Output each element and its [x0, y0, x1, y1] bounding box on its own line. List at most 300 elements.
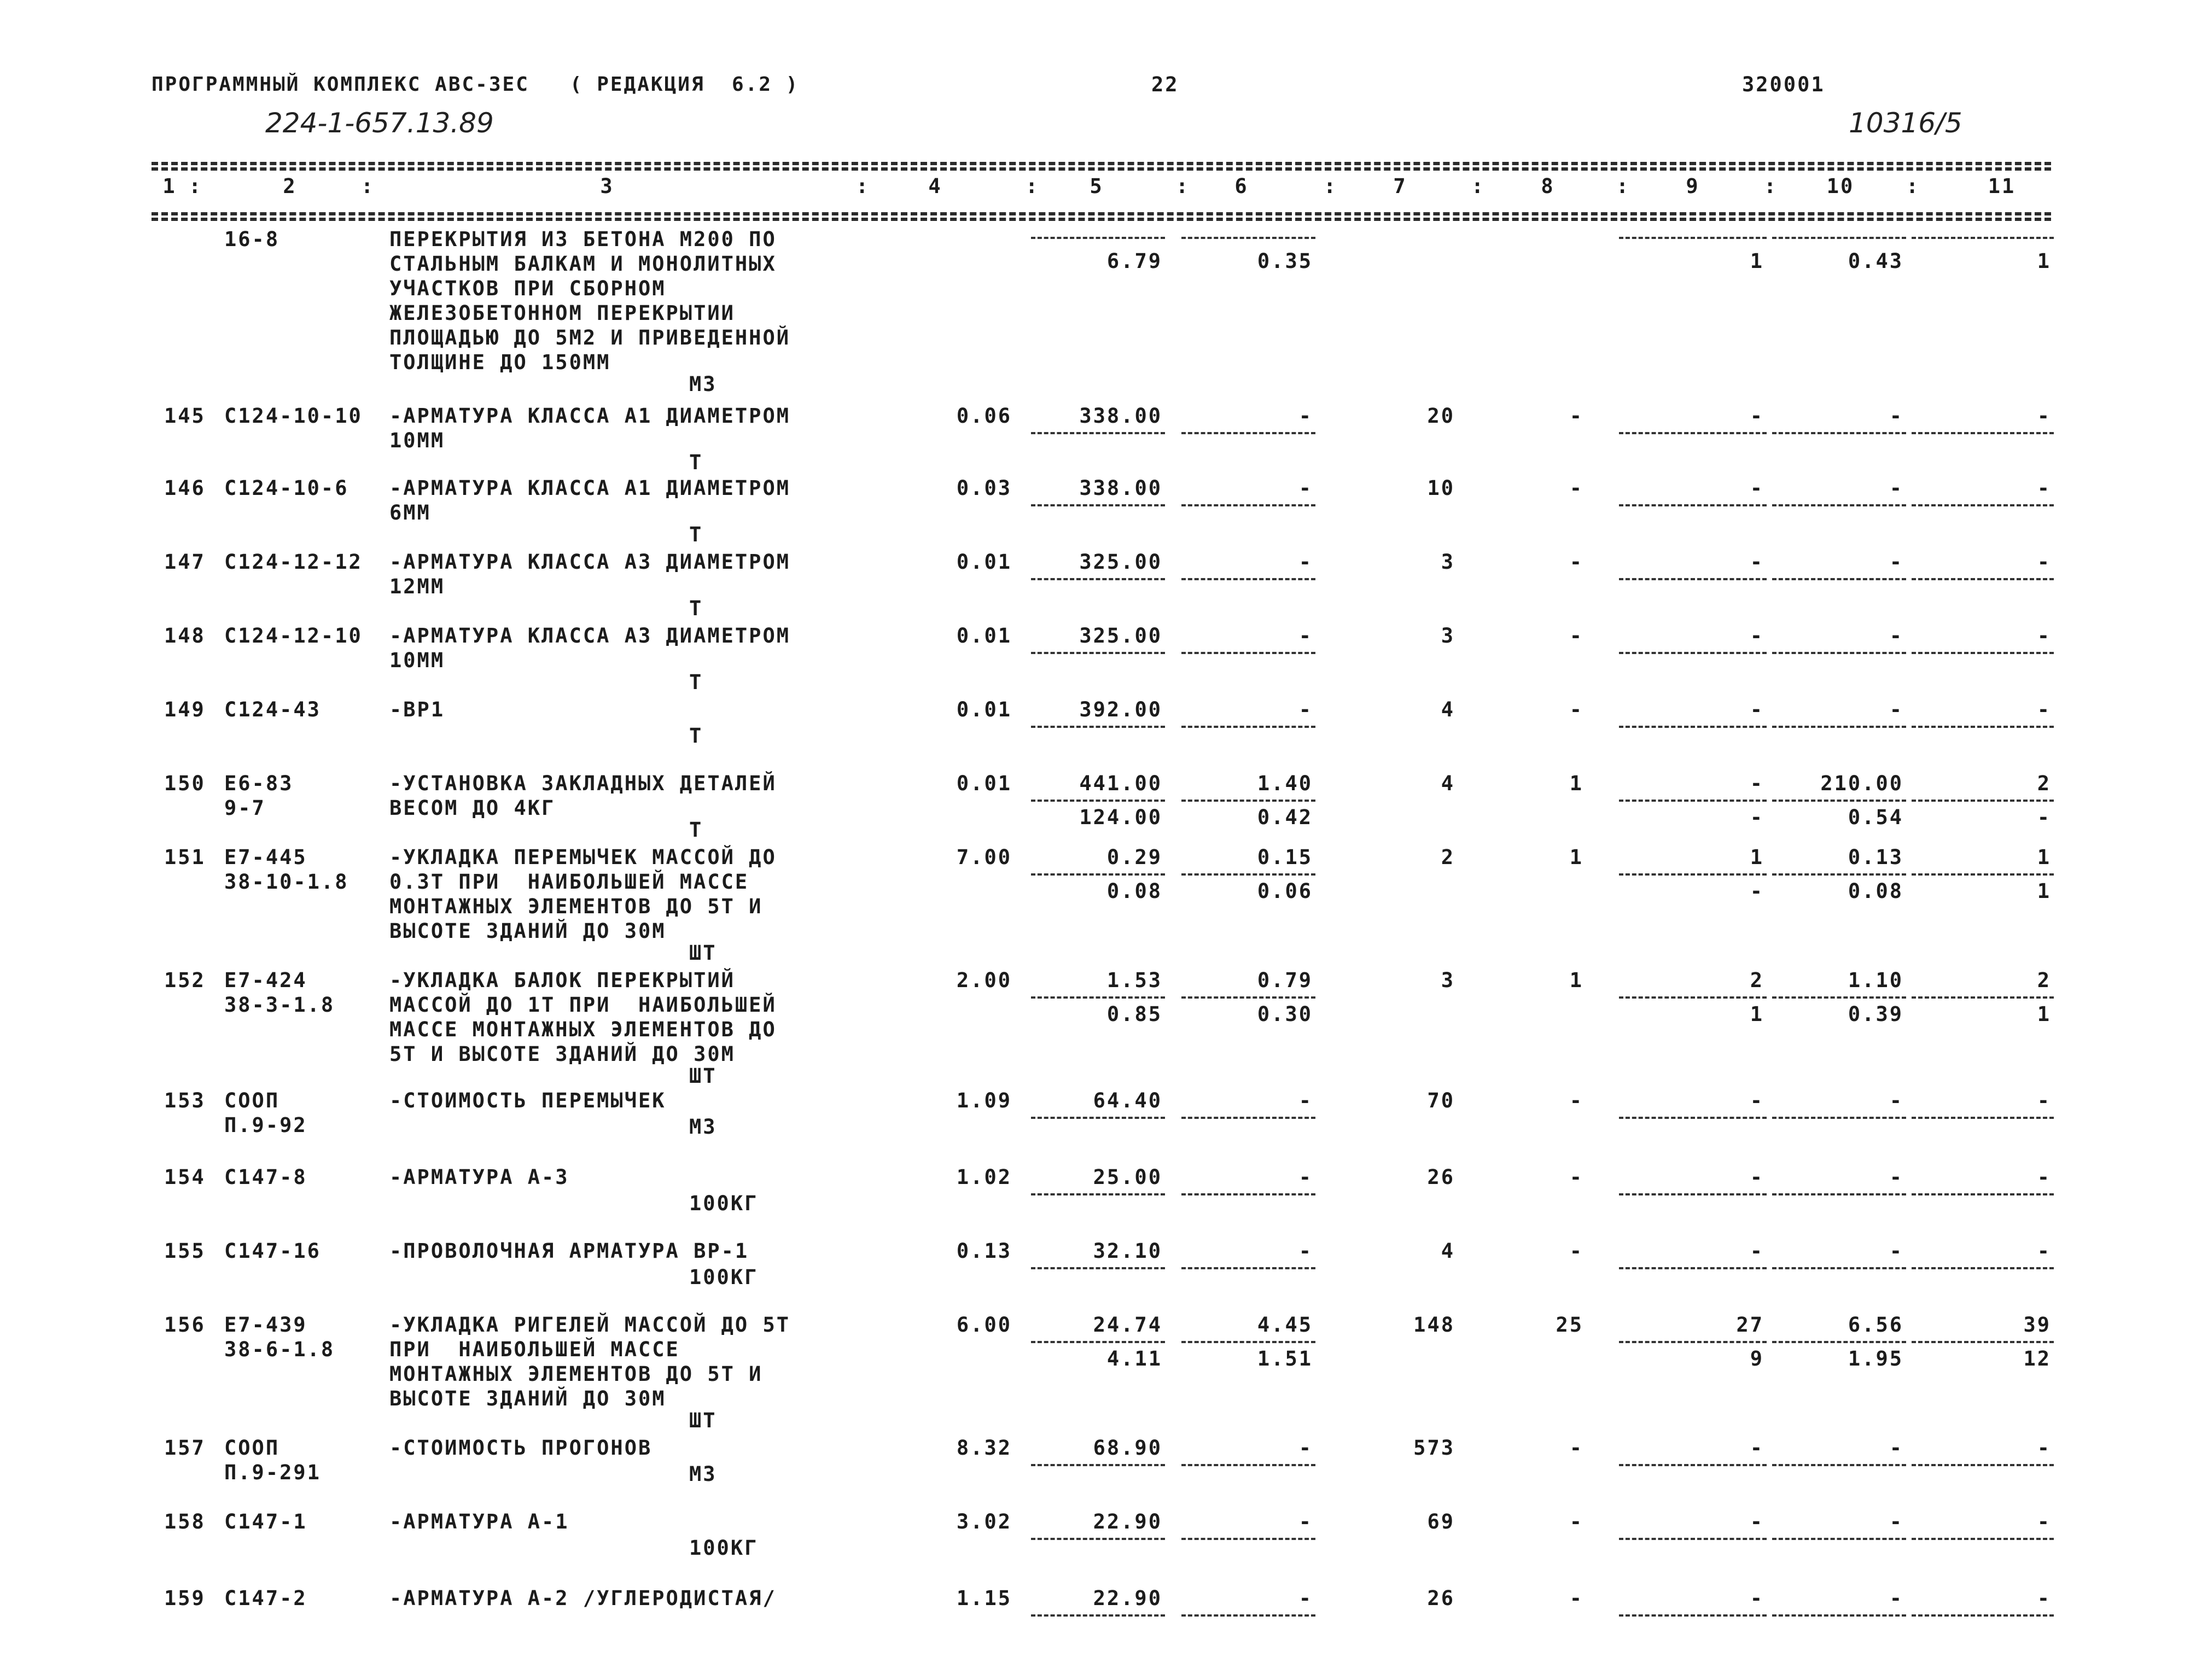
row-description: 12ММ	[389, 575, 445, 598]
cell-col11: 2	[2037, 772, 2051, 795]
cell-col4: 1.09	[956, 1089, 1012, 1112]
cell-sub-col5: 4.11	[1106, 1347, 1162, 1370]
cell-col11: -	[2037, 698, 2051, 721]
cell-col7: 148	[1413, 1313, 1455, 1337]
row-number: 155	[164, 1239, 206, 1263]
cell-col10: -	[1889, 1165, 1903, 1189]
row-description: ПЛОЩАДЬЮ ДО 5М2 И ПРИВЕДЕННОЙ	[389, 326, 791, 349]
cell-sub-col5: 0.85	[1106, 1002, 1162, 1026]
col-header-6: 6	[1234, 174, 1249, 198]
cell-col10: -	[1889, 624, 1903, 648]
cell-rule	[1031, 996, 1165, 999]
cell-col4: 0.01	[956, 624, 1012, 648]
cell-col6: -	[1298, 404, 1313, 428]
row-description: -ПРОВОЛОЧНАЯ АРМАТУРА ВР-1	[389, 1239, 749, 1263]
cell-rule	[1181, 873, 1315, 876]
cell-col5: 64.40	[1093, 1089, 1162, 1112]
cell-rule	[1912, 1464, 2054, 1466]
cell-sub-col9: -	[1750, 879, 1764, 903]
cell-rule	[1619, 1341, 1767, 1343]
cell-col6: -	[1298, 698, 1313, 721]
cell-rule	[1619, 432, 1767, 434]
cell-col4: 2.00	[956, 969, 1012, 992]
cell-col9: 1	[1750, 249, 1764, 273]
cell-col5: 441.00	[1079, 772, 1162, 795]
cell-rule	[1619, 800, 1767, 802]
row-description: -УКЛАДКА РИГЕЛЕЙ МАССОЙ ДО 5Т	[389, 1313, 791, 1337]
row-number: 158	[164, 1510, 206, 1533]
row-number: 148	[164, 624, 206, 648]
row-unit: М3	[689, 372, 717, 396]
cell-rule	[1031, 432, 1165, 434]
cell-col6: -	[1298, 1436, 1313, 1460]
cell-rule	[1031, 504, 1165, 506]
col-header-1: 1	[162, 174, 177, 198]
row-description: -УСТАНОВКА ЗАКЛАДНЫХ ДЕТАЛЕЙ	[389, 772, 777, 795]
row-number: 157	[164, 1436, 206, 1460]
header-bottom-rule-2	[152, 218, 2051, 221]
cell-col8: 1	[1569, 969, 1583, 992]
cell-col7: 3	[1441, 624, 1455, 648]
cell-rule	[1181, 1614, 1315, 1617]
cell-rule	[1181, 652, 1315, 654]
cell-rule	[1772, 800, 1906, 802]
cell-col7: 3	[1441, 550, 1455, 574]
cell-rule	[1772, 1614, 1906, 1617]
cell-rule	[1619, 1538, 1767, 1540]
col-header-5: 5	[1090, 174, 1104, 198]
row-code: 9-7	[224, 796, 266, 820]
cell-rule	[1772, 1117, 1906, 1119]
col-header-9: 9	[1686, 174, 1700, 198]
cell-col10: -	[1889, 1510, 1903, 1533]
cell-rule-top	[1619, 237, 1767, 239]
row-description: МОНТАЖНЫХ ЭЛЕМЕНТОВ ДО 5Т И	[389, 1362, 763, 1386]
row-description: 10ММ	[389, 429, 445, 452]
cell-rule	[1031, 652, 1165, 654]
cell-col8: 25	[1556, 1313, 1583, 1337]
cell-sub-col11: 1	[2037, 879, 2051, 903]
cell-col4: 6.00	[956, 1313, 1012, 1337]
cell-col5: 338.00	[1079, 476, 1162, 500]
cell-col4: 0.13	[956, 1239, 1012, 1263]
cell-col7: 4	[1441, 1239, 1455, 1263]
col-header-2: 2	[283, 174, 297, 198]
row-unit: М3	[689, 1462, 717, 1486]
cell-col8: -	[1569, 550, 1583, 574]
cell-col4: 7.00	[956, 845, 1012, 869]
row-unit: ШТ	[689, 1409, 717, 1432]
cell-col11: -	[2037, 624, 2051, 648]
col-header-8: 8	[1541, 174, 1555, 198]
cell-col10: -	[1889, 550, 1903, 574]
cell-col8: -	[1569, 1586, 1583, 1610]
cell-rule-top	[1181, 237, 1315, 239]
cell-col11: 1	[2037, 249, 2051, 273]
cell-col9: -	[1750, 550, 1764, 574]
row-description: -УКЛАДКА БАЛОК ПЕРЕКРЫТИЙ	[389, 969, 735, 992]
row-unit: ШТ	[689, 1064, 717, 1088]
col-header-3: 3	[600, 174, 614, 198]
cell-sub-col5: 124.00	[1079, 806, 1162, 829]
row-number: 159	[164, 1586, 206, 1610]
header-bottom-rule	[152, 212, 2051, 215]
row-code: П.9-291	[224, 1461, 321, 1484]
cell-rule	[1031, 1193, 1165, 1195]
cell-col10: -	[1889, 404, 1903, 428]
cell-rule	[1181, 1193, 1315, 1195]
row-description: 0.3Т ПРИ НАИБОЛЬШЕЙ МАССЕ	[389, 870, 749, 894]
cell-sub-col6: 0.42	[1257, 806, 1313, 829]
cell-sub-col10: 1.95	[1848, 1347, 1903, 1370]
cell-rule	[1181, 726, 1315, 728]
cell-rule	[1181, 578, 1315, 580]
cell-col7: 69	[1427, 1510, 1455, 1533]
row-code: С147-8	[224, 1165, 307, 1189]
cell-rule	[1031, 873, 1165, 876]
row-code: С124-12-10	[224, 624, 363, 648]
cell-sub-col10: 0.39	[1848, 1002, 1903, 1026]
row-description: -АРМАТУРА КЛАССА А1 ДИАМЕТРОМ	[389, 476, 791, 500]
row-description: ПРИ НАИБОЛЬШЕЙ МАССЕ	[389, 1338, 680, 1361]
row-code: П.9-92	[224, 1113, 307, 1137]
row-code: 38-10-1.8	[224, 870, 349, 894]
cell-col6: -	[1298, 1586, 1313, 1610]
cell-col8: -	[1569, 1436, 1583, 1460]
row-description: 6ММ	[389, 501, 431, 524]
cell-col7: 70	[1427, 1089, 1455, 1112]
row-code: С124-43	[224, 698, 321, 721]
col-header-7: 7	[1393, 174, 1407, 198]
row-description: 10ММ	[389, 649, 445, 672]
row-description: -АРМАТУРА КЛАССА А3 ДИАМЕТРОМ	[389, 624, 791, 648]
cell-col4: 3.02	[956, 1510, 1012, 1533]
cell-rule	[1912, 726, 2054, 728]
cell-rule	[1031, 1614, 1165, 1617]
cell-rule	[1772, 578, 1906, 580]
row-unit: Т	[689, 451, 703, 474]
cell-rule-top	[1772, 237, 1906, 239]
cell-col11: -	[2037, 1239, 2051, 1263]
cell-col5: 24.74	[1093, 1313, 1162, 1337]
cell-col5: 338.00	[1079, 404, 1162, 428]
cell-col6: -	[1298, 1089, 1313, 1112]
row-unit: 100КГ	[689, 1192, 759, 1215]
cell-col7: 26	[1427, 1586, 1455, 1610]
cell-rule	[1619, 873, 1767, 876]
cell-rule	[1619, 1117, 1767, 1119]
row-unit: Т	[689, 523, 703, 546]
cell-col8: -	[1569, 1510, 1583, 1533]
cell-rule	[1912, 578, 2054, 580]
table-top-rule-2	[152, 167, 2051, 171]
cell-rule	[1181, 800, 1315, 802]
cell-col9: -	[1750, 1510, 1764, 1533]
cell-rule	[1181, 1538, 1315, 1540]
cell-col8: -	[1569, 476, 1583, 500]
cell-sub-col6: 0.06	[1257, 879, 1313, 903]
cell-col10: 0.43	[1848, 249, 1903, 273]
row-description: ПЕРЕКРЫТИЯ ИЗ БЕТОНА М200 ПО	[389, 228, 777, 251]
row-code: Е7-424	[224, 969, 307, 992]
cell-col10: -	[1889, 476, 1903, 500]
row-unit: Т	[689, 597, 703, 620]
cell-rule	[1031, 1341, 1165, 1343]
cell-col8: 1	[1569, 772, 1583, 795]
cell-col5: 6.79	[1106, 249, 1162, 273]
cell-rule	[1772, 652, 1906, 654]
cell-rule	[1181, 504, 1315, 506]
row-number: 150	[164, 772, 206, 795]
cell-col10: -	[1889, 1239, 1903, 1263]
cell-col8: -	[1569, 1165, 1583, 1189]
cell-col5: 1.53	[1106, 969, 1162, 992]
cell-col11: -	[2037, 476, 2051, 500]
cell-rule	[1772, 1193, 1906, 1195]
cell-sub-col6: 1.51	[1257, 1347, 1313, 1370]
table-top-rule	[152, 162, 2051, 165]
cell-rule	[1619, 726, 1767, 728]
row-description: МАССЕ МОНТАЖНЫХ ЭЛЕМЕНТОВ ДО	[389, 1018, 777, 1041]
cell-col6: 1.40	[1257, 772, 1313, 795]
cell-rule	[1619, 578, 1767, 580]
cell-col6: 0.35	[1257, 249, 1313, 273]
handwritten-stamp-number: 10316/5	[1849, 107, 1962, 139]
handwritten-doc-number: 224-1-657.13.89	[265, 107, 494, 139]
cell-rule	[1912, 996, 2054, 999]
cell-rule	[1031, 1117, 1165, 1119]
cell-rule	[1181, 432, 1315, 434]
row-description: ТОЛЩИНЕ ДО 150ММ	[389, 351, 611, 374]
row-description: -УКЛАДКА ПЕРЕМЫЧЕК МАССОЙ ДО	[389, 845, 777, 869]
cell-sub-col11: 1	[2037, 1002, 2051, 1026]
cell-rule	[1031, 726, 1165, 728]
document-code: 320001	[1742, 73, 1825, 96]
cell-rule	[1031, 1538, 1165, 1540]
document-page: ПРОГРАММНЫЙ КОМПЛЕКС АВС-3ЕС ( РЕДАКЦИЯ 6.2 ) 22 320001 224-1-657.13.89 10316/5 1 2 3 4 5 6 7 8 9 10 11 : : : : : : : : : : 16-8 ПЕРЕКРЫТИЯ ИЗ БЕТОНА М200 ПО СТАЛЬНЫМ БАЛКАМ И МОНОЛИТНЫХ УЧАСТКОВ ПРИ СБОРНОМ ЖЕЛЕЗОБЕТОННОМ ПЕРЕКРЫТИИ ПЛОЩАДЬЮ ДО 5М2 И ПРИВЕДЕННОЙ ТОЛЩИНЕ ДО 150ММ М3 6.79 0.35 1 0.43 1 145 С124-10-10 -АРМАТУРА КЛАССА А1 ДИАМЕТРОМ 10ММ Т 0.06 338.00 - 20 - - - - 146 С124-10-6 -АРМАТУРА КЛАССА А1 ДИАМЕТРОМ 6ММ Т 0.03 338.00 - 10 - - - - 147 С124-12-12 -АРМАТУРА КЛАССА А3 ДИАМЕТРОМ 12ММ Т 0.01 325.00 - 3 - - - - 148 С124-12-10 -АРМАТУРА КЛАССА А3 ДИАМЕТРОМ 10ММ Т 0.01 325.00 - 3 - - - - 149 С124-43 -ВР1 Т 0.01 392.00 - 4 - - - - 150 Е6-83 9-7 -УСТАНОВКА ЗАКЛАДНЫХ ДЕТАЛЕЙ ВЕСОМ ДО 4КГ Т 0.01 441.00 1.40 4 1 - 210.00 2 124.00 0.42 - 0.54 - 151 Е7-445 38-10-1.8 -УКЛАДКА ПЕРЕМЫЧЕК МАССОЙ ДО 0.3Т ПРИ НАИБОЛЬШЕЙ МАССЕ МОНТАЖНЫХ ЭЛЕМЕНТОВ ДО 5Т И ВЫСОТЕ ЗДАНИЙ ДО 30М ШТ 7.00 0.29 0.15 2 1 1 0.13 1 0.08 0.06 - 0.08 1 152 Е7-424 38-3-1.8 -УКЛАДКА БАЛОК ПЕРЕКРЫТИЙ МАССОЙ ДО 1Т ПРИ НАИБОЛЬШЕЙ МАССЕ МОНТАЖНЫХ ЭЛЕМЕНТОВ ДО 5Т И ВЫСОТЕ ЗДАНИЙ ДО 30М ШТ 2.00 1.53 0.79 3 1 2 1.10 2 0.85 0.30 1 0.39 1 153 СООП П.9-92 -СТОИМОСТЬ ПЕРЕМЫЧЕК М3 1.09 64.40 - 70 - - - - 154 С147-8 -АРМАТУРА А-3 100КГ 1.02 25.00 - 26 - - - - 155 С147-16 -ПРОВОЛОЧНАЯ АРМАТУРА ВР-1 100КГ 0.13 32.10 - 4 - - - - 156 Е7-439 38-6-1.8 -УКЛАДКА РИГЕЛЕЙ МАССОЙ ДО 5Т ПРИ НАИБОЛЬШЕЙ МАССЕ МОНТАЖНЫХ ЭЛЕМЕНТОВ ДО 5Т И ВЫСОТЕ ЗДАНИЙ ДО 30М ШТ 6.00 24.74 4.45 148 25 27 6.56 39 4.11 1.51 9 1.95 12 157 СООП П.9-291 -СТОИМОСТЬ ПРОГОНОВ М3 8.32 68.90 - 573 - - - - 158 С147-1 -АРМАТУРА А-1 100КГ 3.02 22.90 - 69 - - - - 159 С147-2 -АРМАТУРА А-2 /УГЛЕРОДИСТАЯ/ 1.15 22.90 - 26 - - - -	[0, 0, 2196, 1680]
cell-col9: 1	[1750, 845, 1764, 869]
row-description: ЖЕЛЕЗОБЕТОННОМ ПЕРЕКРЫТИИ	[389, 301, 735, 325]
cell-col8: -	[1569, 698, 1583, 721]
cell-col7: 573	[1413, 1436, 1455, 1460]
cell-rule	[1912, 504, 2054, 506]
row-code: СООП	[224, 1089, 280, 1112]
row-number: 146	[164, 476, 206, 500]
cell-rule	[1619, 1464, 1767, 1466]
program-title: ПРОГРАММНЫЙ КОМПЛЕКС АВС-3ЕС ( РЕДАКЦИЯ 6.2 )	[152, 73, 800, 96]
cell-col10: 0.13	[1848, 845, 1903, 869]
cell-col11: 2	[2037, 969, 2051, 992]
cell-col4: 0.06	[956, 404, 1012, 428]
cell-col8: -	[1569, 1239, 1583, 1263]
cell-col9: -	[1750, 1436, 1764, 1460]
cell-col11: -	[2037, 550, 2051, 574]
cell-col11: -	[2037, 1586, 2051, 1610]
row-description: ВЕСОМ ДО 4КГ	[389, 796, 556, 820]
cell-col10: -	[1889, 698, 1903, 721]
cell-col9: -	[1750, 698, 1764, 721]
cell-col5: 22.90	[1093, 1586, 1162, 1610]
row-description: СТАЛЬНЫМ БАЛКАМ И МОНОЛИТНЫХ	[389, 252, 777, 276]
cell-col8: -	[1569, 1089, 1583, 1112]
cell-sub-col9: 9	[1750, 1347, 1764, 1370]
cell-col10: 1.10	[1848, 969, 1903, 992]
cell-rule	[1912, 432, 2054, 434]
cell-col5: 22.90	[1093, 1510, 1162, 1533]
cell-rule	[1772, 996, 1906, 999]
row-number: 154	[164, 1165, 206, 1189]
cell-rule	[1181, 996, 1315, 999]
cell-col4: 0.01	[956, 772, 1012, 795]
cell-col10: -	[1889, 1436, 1903, 1460]
cell-col7: 10	[1427, 476, 1455, 500]
row-unit: 100КГ	[689, 1536, 759, 1560]
cell-col9: -	[1750, 1239, 1764, 1263]
cell-rule	[1181, 1341, 1315, 1343]
cell-rule	[1772, 1464, 1906, 1466]
row-description: МАССОЙ ДО 1Т ПРИ НАИБОЛЬШЕЙ	[389, 993, 777, 1017]
col-header-11: 11	[1988, 174, 2016, 198]
cell-col6: -	[1298, 1510, 1313, 1533]
row-description: -СТОИМОСТЬ ПЕРЕМЫЧЕК	[389, 1089, 666, 1112]
cell-rule	[1619, 1614, 1767, 1617]
row-code: С147-16	[224, 1239, 321, 1263]
cell-rule	[1031, 578, 1165, 580]
cell-rule	[1772, 432, 1906, 434]
cell-col6: -	[1298, 624, 1313, 648]
row-description: -АРМАТУРА КЛАССА А1 ДИАМЕТРОМ	[389, 404, 791, 428]
cell-rule	[1912, 1117, 2054, 1119]
cell-col4: 0.03	[956, 476, 1012, 500]
cell-col8: -	[1569, 624, 1583, 648]
row-unit: М3	[689, 1115, 717, 1139]
row-number: 149	[164, 698, 206, 721]
cell-col11: 1	[2037, 845, 2051, 869]
cell-col9: -	[1750, 772, 1764, 795]
cell-col9: 27	[1736, 1313, 1764, 1337]
cell-col10: 210.00	[1820, 772, 1903, 795]
row-number: 145	[164, 404, 206, 428]
row-code: 16-8	[224, 228, 280, 251]
cell-rule	[1181, 1464, 1315, 1466]
cell-rule	[1912, 1341, 2054, 1343]
cell-col9: -	[1750, 404, 1764, 428]
cell-col11: -	[2037, 1165, 2051, 1189]
row-code: 38-3-1.8	[224, 993, 335, 1017]
cell-rule-top	[1031, 237, 1165, 239]
cell-sub-col5: 0.08	[1106, 879, 1162, 903]
cell-sub-col11: 12	[2023, 1347, 2051, 1370]
cell-col10: -	[1889, 1089, 1903, 1112]
row-code: С147-1	[224, 1510, 307, 1533]
row-unit: Т	[689, 724, 703, 748]
row-code: С147-2	[224, 1586, 307, 1610]
row-description: УЧАСТКОВ ПРИ СБОРНОМ	[389, 277, 666, 300]
cell-col4: 1.02	[956, 1165, 1012, 1189]
row-code: С124-10-10	[224, 404, 363, 428]
cell-sub-col10: 0.54	[1848, 806, 1903, 829]
row-number: 153	[164, 1089, 206, 1112]
cell-col9: -	[1750, 1586, 1764, 1610]
row-code: Е7-439	[224, 1313, 307, 1337]
cell-col4: 8.32	[956, 1436, 1012, 1460]
cell-rule	[1912, 1614, 2054, 1617]
row-code: Е7-445	[224, 845, 307, 869]
cell-col10: 6.56	[1848, 1313, 1903, 1337]
row-unit: 100КГ	[689, 1265, 759, 1289]
cell-rule	[1181, 1117, 1315, 1119]
cell-col11: -	[2037, 1436, 2051, 1460]
cell-rule	[1619, 996, 1767, 999]
cell-rule	[1772, 1538, 1906, 1540]
cell-col5: 68.90	[1093, 1436, 1162, 1460]
cell-rule	[1772, 1267, 1906, 1269]
row-description: -АРМАТУРА КЛАССА А3 ДИАМЕТРОМ	[389, 550, 791, 574]
cell-rule	[1619, 652, 1767, 654]
row-code: С124-10-6	[224, 476, 349, 500]
cell-rule	[1031, 800, 1165, 802]
cell-rule	[1912, 652, 2054, 654]
cell-col6: 4.45	[1257, 1313, 1313, 1337]
cell-rule-top	[1912, 237, 2054, 239]
cell-col5: 325.00	[1079, 550, 1162, 574]
cell-rule	[1912, 873, 2054, 876]
cell-col9: -	[1750, 1089, 1764, 1112]
cell-col6: -	[1298, 1239, 1313, 1263]
cell-sub-col6: 0.30	[1257, 1002, 1313, 1026]
row-description: -ВР1	[389, 698, 445, 721]
cell-col7: 20	[1427, 404, 1455, 428]
row-code: 38-6-1.8	[224, 1338, 335, 1361]
row-number: 147	[164, 550, 206, 574]
cell-col4: 0.01	[956, 550, 1012, 574]
cell-rule	[1912, 1267, 2054, 1269]
cell-rule	[1619, 1193, 1767, 1195]
cell-col6: -	[1298, 550, 1313, 574]
cell-col5: 25.00	[1093, 1165, 1162, 1189]
cell-col9: -	[1750, 476, 1764, 500]
cell-rule	[1772, 873, 1906, 876]
cell-rule	[1772, 726, 1906, 728]
cell-col4: 1.15	[956, 1586, 1012, 1610]
cell-rule	[1772, 1341, 1906, 1343]
cell-col11: -	[2037, 1510, 2051, 1533]
cell-rule	[1912, 800, 2054, 802]
cell-col10: -	[1889, 1586, 1903, 1610]
cell-col5: 325.00	[1079, 624, 1162, 648]
cell-col6: -	[1298, 476, 1313, 500]
cell-sub-col11: -	[2037, 806, 2051, 829]
cell-rule	[1031, 1267, 1165, 1269]
cell-rule	[1912, 1538, 2054, 1540]
cell-col5: 0.29	[1106, 845, 1162, 869]
cell-col7: 4	[1441, 698, 1455, 721]
row-description: -СТОИМОСТЬ ПРОГОНОВ	[389, 1436, 653, 1460]
cell-col4: 0.01	[956, 698, 1012, 721]
cell-rule	[1181, 1267, 1315, 1269]
row-unit: Т	[689, 670, 703, 694]
cell-col7: 26	[1427, 1165, 1455, 1189]
cell-col8: 1	[1569, 845, 1583, 869]
row-description: ВЫСОТЕ ЗДАНИЙ ДО 30М	[389, 1387, 666, 1410]
cell-col8: -	[1569, 404, 1583, 428]
cell-col11: 39	[2023, 1313, 2051, 1337]
cell-col6: 0.15	[1257, 845, 1313, 869]
cell-col11: -	[2037, 1089, 2051, 1112]
row-description: -АРМАТУРА А-1	[389, 1510, 569, 1533]
col-header-10: 10	[1826, 174, 1855, 198]
row-code: Е6-83	[224, 772, 294, 795]
